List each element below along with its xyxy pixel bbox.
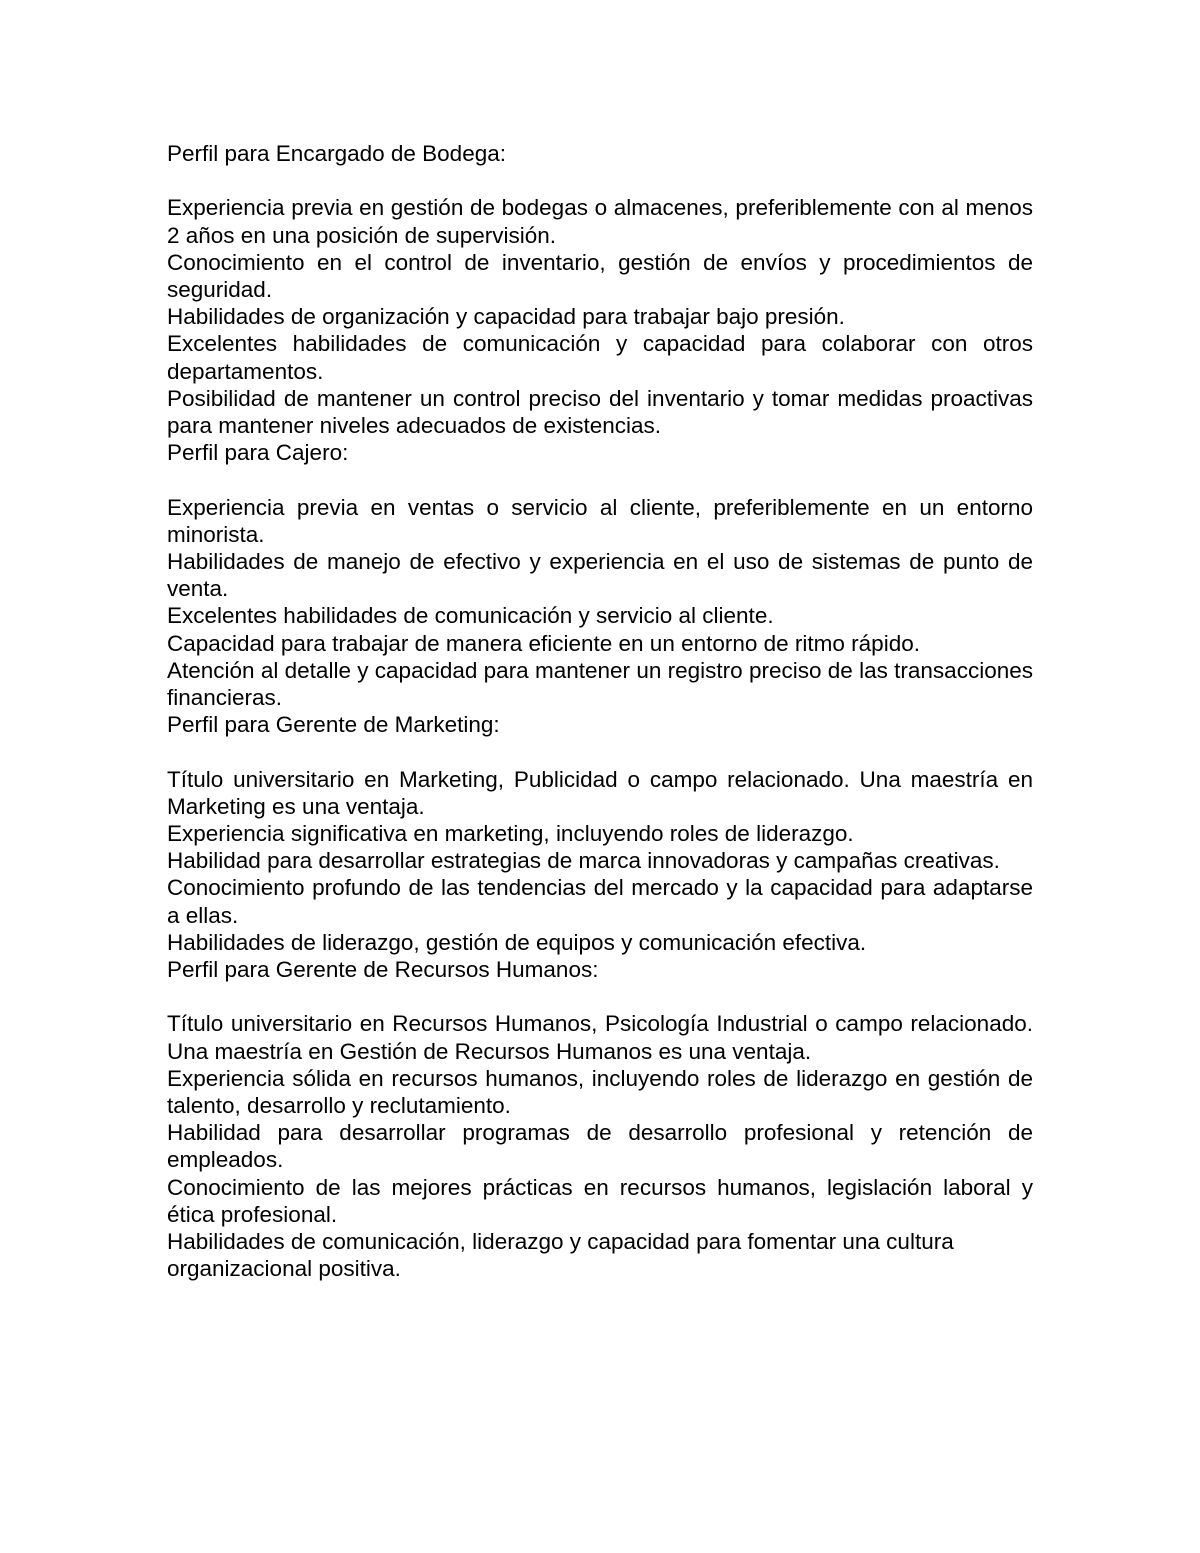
- section-encargado-de-bodega: [167, 140, 1033, 439]
- paragraph: Habilidades de comunicación, liderazgo y capacidad para fomentar una cultura organizacional positiva.: [167, 1229, 954, 1282]
- blank-line: [167, 466, 1033, 493]
- blank-line: [167, 167, 1033, 194]
- paragraph: Atención al detalle y capacidad para mantener un registro preciso de las transacciones financieras.: [167, 657, 1033, 711]
- paragraph: Experiencia sólida en recursos humanos, incluyendo roles de liderazgo en gestión de talento, desarrollo y reclutamiento.: [167, 1065, 1033, 1119]
- paragraph: Experiencia previa en ventas o servicio al cliente, preferiblemente en un entorno minorista.: [167, 494, 1033, 547]
- paragraph: Título universitario en Marketing, Publicidad o campo relacionado. Una maestría en Marketing es una ventaja.: [167, 766, 1033, 819]
- paragraph: Habilidades de manejo de efectivo y experiencia en el uso de sistemas de punto de venta.: [167, 549, 1033, 602]
- paragraph: Conocimiento de las mejores prácticas en recursos humanos, legislación laboral y ética profesional.: [167, 1174, 1033, 1227]
- paragraph: Habilidades de liderazgo, gestión de equipos y comunicación efectiva.: [167, 929, 867, 955]
- paragraph: Experiencia previa en gestión de bodegas o almacenes, preferiblemente con al menos 2 años en una posición de supervisión.: [167, 195, 1033, 248]
- section-heading: Perfil para Gerente de Marketing:: [167, 712, 500, 738]
- paragraph: Conocimiento en el control de inventario, gestión de envíos y procedimientos de seguridad.: [167, 249, 1033, 302]
- section-heading: Perfil para Encargado de Bodega:: [167, 141, 506, 166]
- paragraph: Excelentes habilidades de comunicación y capacidad para colaborar con otros departamentos.: [167, 331, 1033, 384]
- section-gerente-de-recursos-humanos: [167, 956, 1033, 1282]
- document-body: [167, 140, 1033, 1282]
- paragraph: Posibilidad de mantener un control preciso del inventario y tomar medidas proactivas para mantener niveles adecuados de existencias.: [167, 385, 1033, 439]
- section-heading: Perfil para Cajero:: [167, 440, 349, 466]
- paragraph: Experiencia significativa en marketing, incluyendo roles de liderazgo.: [167, 821, 854, 847]
- section-cajero: [167, 439, 1033, 711]
- paragraph: Habilidad para desarrollar programas de desarrollo profesional y retención de empleados.: [167, 1120, 1033, 1173]
- section-gerente-de-marketing: [167, 711, 1033, 956]
- blank-line: [167, 738, 1033, 765]
- paragraph: Habilidad para desarrollar estrategias de marca innovadoras y campañas creativas.: [167, 848, 1000, 874]
- paragraph: Habilidades de organización y capacidad para trabajar bajo presión.: [167, 304, 845, 330]
- paragraph: Excelentes habilidades de comunicación y servicio al cliente.: [167, 603, 774, 629]
- section-heading: Perfil para Gerente de Recursos Humanos:: [167, 957, 599, 983]
- blank-line: [167, 983, 1033, 1010]
- paragraph: Capacidad para trabajar de manera eficiente en un entorno de ritmo rápido.: [167, 630, 920, 656]
- paragraph: Conocimiento profundo de las tendencias del mercado y la capacidad para adaptarse a ellas.: [167, 875, 1033, 928]
- paragraph: Título universitario en Recursos Humanos, Psicología Industrial o campo relacionado. Una maestría en Gestión de Recursos Humanos es una ventaja.: [167, 1011, 1033, 1064]
